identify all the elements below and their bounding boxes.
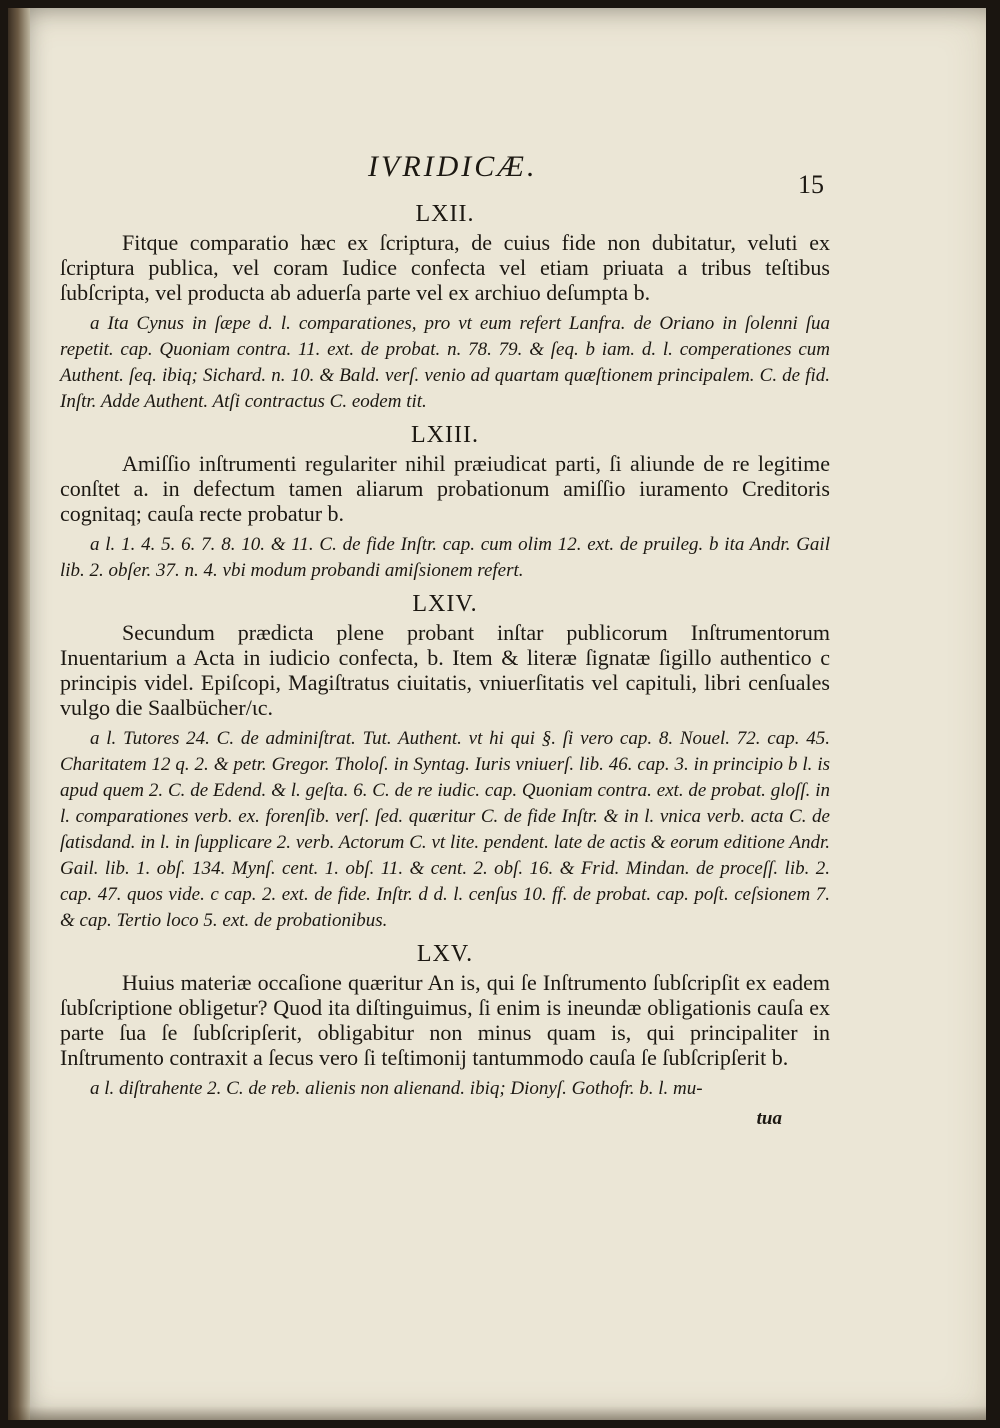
section-notes: a Ita Cynus in ſæpe d. l. comparationes, pro vt eum refert Lanfra. de Oriano in ſolenni ſua repetit. cap. Quoniam contra. 11. ext. de probat. n. 78. 79. & ſeq. b iam. d. l. comperationes cum Authent. ſeq. ibiq; Sichard. n. 10. & Bald. verſ. venio ad quartam quæſtionem principalem. C. de fid. Inſtr. Adde Authent. Atſi contractus C. eodem tit. [60,313,830,412]
section-lxiii [60,419,830,584]
page-body [60,198,830,1130]
section-notes: a l. diſtrahente 2. C. de reb. alienis non alienand. ibiq; Dionyſ. Gothofr. b. l. mu- [90,1078,703,1099]
section-lxv [60,938,830,1102]
section-number: LXIII. [411,422,479,448]
book-spine [8,8,30,1420]
running-head: IVRIDICÆ. [368,150,538,183]
section-text: Amiſſio inſtrumenti regulariter nihil præiudicat parti, ſi aliunde de re legitime conſtet a. in defectum tamen aliarum probationum amiſſio iuramento Creditoris cognitaq; cauſa recte probatur b. [60,451,830,526]
section-text: Huius materiæ occaſione quæritur An is, qui ſe Inſtrumento ſubſcripſit ex eadem ſubſcriptione obligetur? Quod ita diſtinguimus, ſi enim is ineundæ obligationis cauſa ex parte ſua ſe ſubſcripſerit, obligabitur non minus quam is, qui principaliter in Inſtrumento contraxit a ſecus vero ſi teſtimonij tantummodo cauſa ſe ſubſcripſerit b. [60,970,830,1070]
section-number: LXII. [415,201,475,227]
section-text: Secundum prædicta plene probant inſtar publicorum Inſtrumentorum Inuentarium a Acta in iudicio confecta, b. Item & literæ ſignatæ ſigillo authentico c principis videl. Epiſcopi, Magiſtratus ciuitatis, vniuerſitatis vel capituli, libri cenſuales vulgo die Saalbücher/ɩc. [60,620,830,720]
section-number: LXV. [416,941,474,967]
section-lxii [60,198,830,415]
catchword: tua [756,1108,782,1129]
book-page [8,8,986,1420]
section-notes: a l. 1. 4. 5. 6. 7. 8. 10. & 11. C. de fide Inſtr. cap. cum olim 12. ext. de pruileg. b ita Andr. Gail lib. 2. obſer. 37. n. 4. vbi modum probandi amiſsionem refert. [60,534,830,581]
section-number: LXIV. [412,591,478,617]
section-notes: a l. Tutores 24. C. de adminiſtrat. Tut. Authent. vt hi qui §. ſi vero cap. 8. Nouel. 72. cap. 45. Charitatem 12 q. 2. & petr. Gregor. Tholoſ. in Syntag. Iuris vniuerſ. lib. 46. cap. 3. in principio b l. is apud quem 2. C. de Edend. & l. geſta. 6. C. de re iudic. cap. Quoniam contra. ext. de probat. gloſſ. in l. comparationes verb. ex. forenſib. verſ. ſed. quæritur C. de fide Inſtr. & in l. vnica verb. acta C. de ſatisdand. in l. in ſupplicare 2. verb. Actorum C. vt lite. pendent. late de actis & eorum editione Andr. Gail. lib. 1. obſ. 134. Mynſ. cent. 1. obſ. 11. & cent. 2. obſ. 16. & Frid. Mindan. de proceſſ. lib. 2. cap. 47. quos vide. c cap. 2. ext. de fide. Inſtr. d d. l. cenſus 10. ff. de probat. cap. poſt. ceſsionem 7. & cap. Tertio loco 5. ext. de probationibus. [60,728,830,931]
page-number: 15 [798,170,824,199]
page-edge-shadow [8,1406,986,1420]
section-text: Fitque comparatio hæc ex ſcriptura, de cuius fide non dubitatur, veluti ex ſcriptura publica, vel coram Iudice confecta vel etiam priuata a tribus teſtibus ſubſcripta, vel producta ab aduerſa parte vel ex archiuo deſumpta b. [60,230,830,305]
section-lxiv [60,588,830,934]
